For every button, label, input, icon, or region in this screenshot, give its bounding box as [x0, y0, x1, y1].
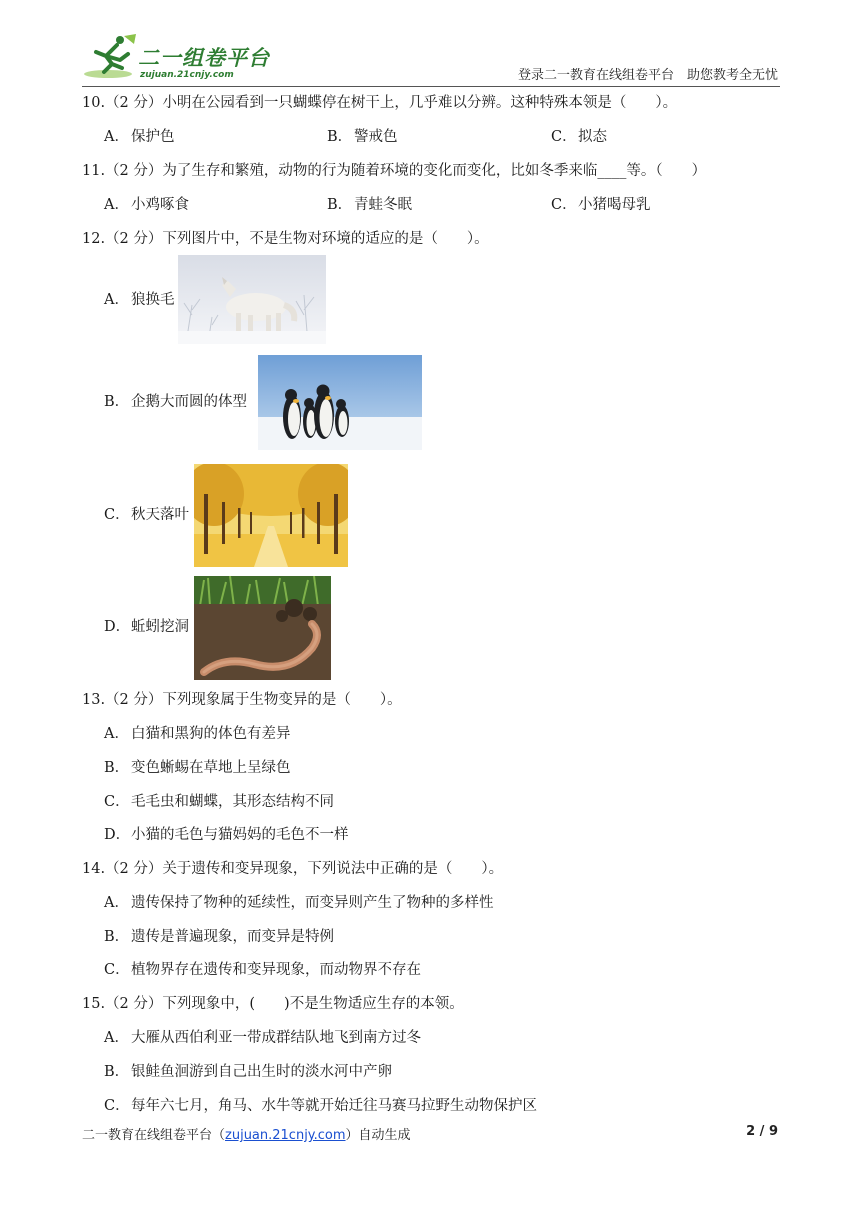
option-text: 植物界存在遗传和变异现象，而动物界不存在: [131, 962, 421, 978]
question-13-option-b[interactable]: [104, 758, 291, 778]
option-text: 白猫和黑狗的体色有差异: [131, 726, 291, 742]
option-letter: D．: [104, 827, 131, 843]
option-letter: B．: [327, 129, 353, 145]
question-12-option-a[interactable]: [104, 290, 175, 310]
option-text: 遗传是普遍现象，而变异是特例: [131, 929, 334, 945]
question-10-option-b[interactable]: [327, 127, 398, 147]
option-letter: B．: [104, 929, 130, 945]
option-letter: C．: [104, 794, 130, 810]
option-text: 银鲑鱼洄游到自己出生时的淡水河中产卵: [131, 1064, 392, 1080]
option-text: 秋天落叶: [131, 507, 189, 523]
question-15-option-c[interactable]: [104, 1096, 537, 1116]
option-letter: C．: [104, 1098, 130, 1114]
option-text: 狼换毛: [131, 292, 175, 308]
option-text: 警戒色: [354, 129, 398, 145]
option-text: 企鹅大而圆的体型: [131, 394, 247, 410]
question-14-option-c[interactable]: [104, 960, 421, 980]
earthworm-in-soil-photo: [194, 576, 331, 680]
header-divider: [82, 86, 780, 87]
option-letter: C．: [551, 197, 577, 213]
option-text: 小鸡啄食: [131, 197, 189, 213]
question-11-option-c[interactable]: [551, 195, 651, 215]
logo-url: zujuan.21cnjy.com: [140, 70, 234, 80]
question-13-option-c[interactable]: [104, 792, 334, 812]
footer-prefix: 二一教育在线组卷平台（: [82, 1128, 226, 1143]
option-text: 大雁从西伯利亚一带成群结队地飞到南方过冬: [131, 1030, 421, 1046]
option-letter: A．: [104, 895, 129, 911]
option-text: 青蛙冬眠: [354, 197, 412, 213]
runner-logo-icon: [82, 34, 138, 80]
option-letter: B．: [104, 760, 130, 776]
question-10-option-a[interactable]: [104, 127, 175, 147]
question-10-option-c[interactable]: [551, 127, 607, 147]
question-14-option-b[interactable]: [104, 927, 334, 947]
option-letter: C．: [104, 962, 130, 978]
option-letter: A．: [104, 726, 129, 742]
site-logo[interactable]: [82, 34, 282, 82]
question-15-option-b[interactable]: [104, 1062, 392, 1082]
question-12-stem: 12.（2 分）下列图片中，不是生物对环境的适应的是（ ）。: [82, 231, 489, 247]
option-letter: B．: [104, 394, 130, 410]
option-text: 保护色: [131, 129, 175, 145]
wolf-in-snow-photo: [178, 255, 326, 344]
question-15-stem: 15.（2 分）下列现象中，( )不是生物适应生存的本领。: [82, 996, 464, 1012]
option-letter: A．: [104, 129, 129, 145]
question-13-option-a[interactable]: [104, 724, 291, 744]
question-14-stem: 14.（2 分）关于遗传和变异现象，下列说法中正确的是（ ）。: [82, 861, 504, 877]
option-letter: D．: [104, 619, 131, 635]
footer-link[interactable]: zujuan.21cnjy.com: [225, 1128, 346, 1143]
option-letter: B．: [327, 197, 353, 213]
question-12-option-b[interactable]: [104, 392, 247, 412]
option-letter: C．: [104, 507, 130, 523]
footer-suffix: ）自动生成: [345, 1128, 411, 1143]
penguins-on-ice-photo: [258, 355, 422, 450]
autumn-trees-avenue-photo: [194, 464, 348, 567]
question-13-option-d[interactable]: [104, 825, 349, 845]
question-11-option-a[interactable]: [104, 195, 189, 215]
option-text: 毛毛虫和蝴蝶，其形态结构不同: [131, 794, 334, 810]
question-10-stem: 10.（2 分）小明在公园看到一只蝴蝶停在树干上，几乎难以分辨。这种特殊本领是（ ）。: [82, 95, 678, 111]
question-11-stem: 11.（2 分）为了生存和繁殖，动物的行为随着环境的变化而变化，比如冬季来临____等。（ ）: [82, 163, 707, 179]
question-14-option-a[interactable]: [104, 893, 494, 913]
question-12-option-d[interactable]: [104, 617, 189, 637]
page-header: [82, 30, 780, 86]
option-text: 小猪喝母乳: [578, 197, 651, 213]
option-text: 拟态: [578, 129, 607, 145]
question-13-stem: 13.（2 分）下列现象属于生物变异的是（ ）。: [82, 692, 402, 708]
question-11-option-b[interactable]: [327, 195, 412, 215]
option-letter: A．: [104, 197, 129, 213]
question-12-option-c[interactable]: [104, 505, 189, 525]
option-text: 遗传保持了物种的延续性，而变异则产生了物种的多样性: [131, 895, 494, 911]
option-letter: C．: [551, 129, 577, 145]
question-15-option-a[interactable]: [104, 1028, 421, 1048]
option-letter: A．: [104, 292, 129, 308]
option-letter: A．: [104, 1030, 129, 1046]
header-slogan[interactable]: 登录二一教育在线组卷平台 助您教考全无忧: [517, 68, 778, 83]
page-number: 2 / 9: [746, 1124, 778, 1139]
option-text: 小猫的毛色与猫妈妈的毛色不一样: [131, 827, 349, 843]
page-footer: [82, 1124, 411, 1143]
logo-title: 二一组卷平台: [138, 46, 270, 70]
option-text: 蚯蚓挖洞: [131, 619, 189, 635]
option-text: 变色蜥蜴在草地上呈绿色: [131, 760, 291, 776]
option-text: 每年六七月，角马、水牛等就开始迁往马赛马拉野生动物保护区: [131, 1098, 537, 1114]
option-letter: B．: [104, 1064, 130, 1080]
